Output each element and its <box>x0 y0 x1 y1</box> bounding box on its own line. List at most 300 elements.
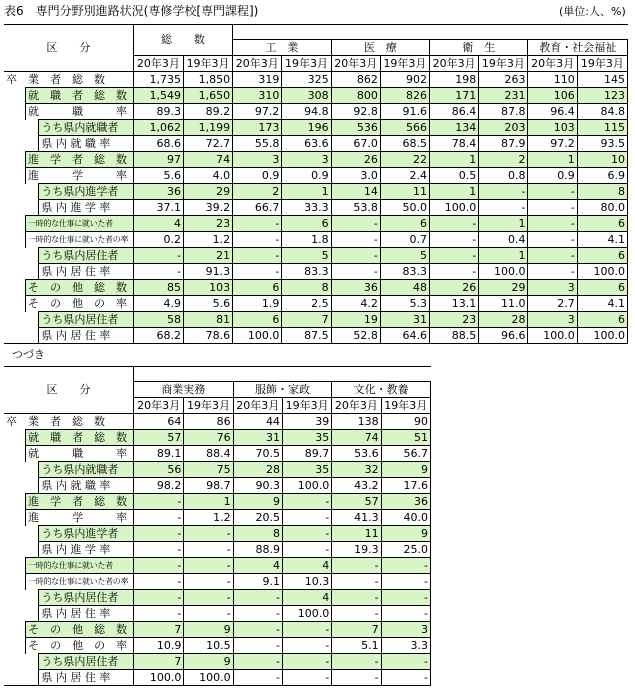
year-header-19: 19年3月 <box>380 56 429 72</box>
table-cell: 88.9 <box>233 542 282 558</box>
row-label: うち県内居住者 <box>39 590 134 606</box>
table-cell: 6 <box>233 280 282 296</box>
row-label: 県 内 居 住 率 <box>39 606 134 622</box>
indent-cell <box>4 670 26 686</box>
table-cell: 1 <box>430 152 479 168</box>
row-label: 進 学 者 総 数 <box>26 152 134 168</box>
career-table-part1 <box>4 24 628 344</box>
table-cell: 5.6 <box>133 168 183 184</box>
table-cell: 145 <box>577 72 627 88</box>
table-cell: 92.8 <box>331 104 380 120</box>
table-cell: 100.0 <box>577 328 627 344</box>
table-cell: 3.3 <box>381 638 430 654</box>
table-cell: - <box>282 638 331 654</box>
table-cell: - <box>430 248 479 264</box>
table-cell: 198 <box>430 72 479 88</box>
year-header-20: 20年3月 <box>332 398 381 414</box>
table-cell: 36 <box>133 184 183 200</box>
table-cell: 1 <box>430 184 479 200</box>
table-cell: 6 <box>380 216 429 232</box>
table-row <box>4 248 628 264</box>
table-cell: 7 <box>133 654 183 670</box>
table-cell: 100.0 <box>577 264 627 280</box>
table-row <box>4 88 628 104</box>
table-cell: - <box>331 264 380 280</box>
table-cell: 58 <box>133 312 183 328</box>
table-cell: 57 <box>133 430 183 446</box>
table-cell: 88.5 <box>430 328 479 344</box>
table-cell: 68.2 <box>133 328 183 344</box>
table-row <box>4 312 628 328</box>
table-cell: - <box>233 606 282 622</box>
table-cell: - <box>528 248 577 264</box>
table-cell: 75 <box>184 462 233 478</box>
row-label: 卒 業 者 総 数 <box>4 72 133 88</box>
table-cell: 41.3 <box>332 510 381 526</box>
table-cell: 97 <box>133 152 183 168</box>
table-cell: 31 <box>380 312 429 328</box>
table-cell: - <box>381 574 430 590</box>
indent-cell <box>4 152 26 168</box>
table-cell: - <box>430 264 479 280</box>
year-header-20: 20年3月 <box>133 398 183 414</box>
table-cell: 33.3 <box>282 200 331 216</box>
table-row <box>4 296 628 312</box>
table-cell: 11.0 <box>479 296 528 312</box>
table-cell: - <box>282 654 331 670</box>
year-header-19: 19年3月 <box>183 56 232 72</box>
table-cell: 6 <box>282 216 331 232</box>
row-label: 進 学 率 <box>26 510 134 526</box>
table-cell: 4 <box>133 216 183 232</box>
indent-cell <box>26 670 39 686</box>
indent-cell <box>26 590 39 606</box>
table-cell: 29 <box>183 184 232 200</box>
table-cell: - <box>233 232 282 248</box>
table-cell: 171 <box>430 88 479 104</box>
table-row <box>4 264 628 280</box>
table-cell: 19 <box>331 312 380 328</box>
table-cell: 9 <box>184 622 233 638</box>
row-label: 就 職 者 総 数 <box>26 430 134 446</box>
indent-cell <box>26 184 39 200</box>
table-cell: 902 <box>380 72 429 88</box>
table-cell: - <box>479 200 528 216</box>
table-cell: 37.1 <box>133 200 183 216</box>
table-cell: 4.9 <box>133 296 183 312</box>
row-label: 進 学 率 <box>26 168 134 184</box>
field-header: 工 業 <box>233 40 331 56</box>
table-cell: 308 <box>282 88 331 104</box>
table-cell: 7 <box>133 622 183 638</box>
table-cell: - <box>528 216 577 232</box>
table-cell: 3 <box>282 152 331 168</box>
table-row <box>4 558 431 574</box>
table-cell: 14 <box>331 184 380 200</box>
row-label: 卒 業 者 総 数 <box>4 414 133 430</box>
continued-label: つづき <box>12 348 45 361</box>
table-row <box>4 136 628 152</box>
table-cell: - <box>133 606 183 622</box>
row-label: うち県内進学者 <box>39 526 134 542</box>
table-cell: 2.7 <box>528 296 577 312</box>
row-label: そ の 他 の 率 <box>26 296 134 312</box>
table-cell: 123 <box>577 88 627 104</box>
indent-cell <box>4 280 26 296</box>
table-cell: 1.2 <box>183 232 232 248</box>
header-kubun-2: 区 分 <box>4 367 133 414</box>
indent-cell <box>4 622 26 638</box>
table-cell: 80.0 <box>577 200 627 216</box>
table-cell: 800 <box>331 88 380 104</box>
table-cell: 85 <box>133 280 183 296</box>
table-cell: 319 <box>233 72 282 88</box>
table-row <box>4 430 431 446</box>
table-cell: 83.3 <box>380 264 429 280</box>
indent-cell <box>26 462 39 478</box>
table-cell: 4.2 <box>331 296 380 312</box>
table-cell: 98.7 <box>184 478 233 494</box>
table-cell: - <box>184 542 233 558</box>
table-cell: - <box>332 574 381 590</box>
table-cell: 134 <box>430 120 479 136</box>
table-cell: 81 <box>183 312 232 328</box>
year-header-19: 19年3月 <box>479 56 528 72</box>
table-cell: 28 <box>233 462 282 478</box>
table-row <box>4 414 431 430</box>
table-row <box>4 478 431 494</box>
table-cell: 100.0 <box>233 328 282 344</box>
indent-cell <box>4 446 26 462</box>
table-cell: 6 <box>577 248 627 264</box>
table-cell: 91.3 <box>183 264 232 280</box>
table-cell: 89.2 <box>183 104 232 120</box>
table-cell: 1,850 <box>183 72 232 88</box>
table-row <box>4 216 628 232</box>
table-cell: - <box>331 216 380 232</box>
table-cell: 106 <box>528 88 577 104</box>
row-label: 一時的な仕事に就いた者 <box>26 558 134 574</box>
table-cell: 2 <box>479 152 528 168</box>
table-cell: - <box>331 232 380 248</box>
field-header: 文化・教養 <box>332 382 431 398</box>
table-cell: 39 <box>282 414 331 430</box>
table-cell: - <box>233 590 282 606</box>
table-cell: 8 <box>577 184 627 200</box>
indent-cell <box>26 136 39 152</box>
indent-cell <box>4 558 26 574</box>
table-cell: 8 <box>233 526 282 542</box>
table-cell: 89.7 <box>282 446 331 462</box>
row-label: 一時的な仕事に就いた者の率 <box>26 574 134 590</box>
table-cell: 9 <box>184 654 233 670</box>
table-cell: 4.1 <box>577 296 627 312</box>
table-cell: 3 <box>528 280 577 296</box>
table-cell: 93.5 <box>577 136 627 152</box>
table-cell: - <box>430 232 479 248</box>
table-row <box>4 542 431 558</box>
year-header-19: 19年3月 <box>282 56 331 72</box>
row-label: 就 職 率 <box>26 104 134 120</box>
table-cell: 536 <box>331 120 380 136</box>
table-cell: 9 <box>233 494 282 510</box>
year-header-20: 20年3月 <box>233 56 282 72</box>
table-cell: 7 <box>332 622 381 638</box>
indent-cell <box>4 430 26 446</box>
table-cell: 86 <box>184 414 233 430</box>
indent-cell <box>4 328 26 344</box>
year-header-20: 20年3月 <box>331 56 380 72</box>
table-row <box>4 462 431 478</box>
table-cell: 138 <box>332 414 381 430</box>
table-cell: - <box>184 526 233 542</box>
table-cell: 23 <box>183 216 232 232</box>
table-row <box>4 152 628 168</box>
table-cell: 87.5 <box>282 328 331 344</box>
table-cell: 31 <box>233 430 282 446</box>
table-cell: - <box>381 590 430 606</box>
table-cell: 83.3 <box>282 264 331 280</box>
row-label: 県 内 進 学 率 <box>39 542 134 558</box>
row-label: うち県内就職者 <box>39 462 134 478</box>
indent-cell <box>4 494 26 510</box>
table-cell: 74 <box>183 152 232 168</box>
table-cell: 78.4 <box>430 136 479 152</box>
table-cell: 96.4 <box>528 104 577 120</box>
table-cell: - <box>233 248 282 264</box>
table-cell: 4 <box>282 590 331 606</box>
table-cell: - <box>282 494 331 510</box>
indent-cell <box>4 136 26 152</box>
indent-cell <box>26 264 39 280</box>
table-cell: 36 <box>331 280 380 296</box>
table-cell: 35 <box>282 462 331 478</box>
table-row <box>4 574 431 590</box>
table-cell: - <box>282 510 331 526</box>
table-cell: 0.2 <box>133 232 183 248</box>
table-cell: - <box>233 654 282 670</box>
table-cell: 5.6 <box>183 296 232 312</box>
table-row <box>4 328 628 344</box>
indent-cell <box>26 120 39 136</box>
table-cell: 50.0 <box>380 200 429 216</box>
row-label: 一時的な仕事に就いた者 <box>26 216 134 232</box>
table-cell: 103 <box>183 280 232 296</box>
table-cell: 1 <box>479 248 528 264</box>
table-row <box>4 168 628 184</box>
table-cell: 0.9 <box>528 168 577 184</box>
table-row <box>4 526 431 542</box>
table-cell: 17.6 <box>381 478 430 494</box>
indent-cell <box>4 88 26 104</box>
indent-cell <box>26 248 39 264</box>
table-cell: - <box>133 542 183 558</box>
field-header: 服飾・家政 <box>233 382 332 398</box>
table-cell: 100.0 <box>282 478 331 494</box>
table-cell: 74 <box>332 430 381 446</box>
table-row <box>4 510 431 526</box>
table-cell: - <box>133 526 183 542</box>
table-cell: 87.9 <box>479 136 528 152</box>
year-header-20: 20年3月 <box>133 56 183 72</box>
table-cell: - <box>479 184 528 200</box>
indent-cell <box>26 478 39 494</box>
table-cell: 1.9 <box>233 296 282 312</box>
year-header-20: 20年3月 <box>528 56 577 72</box>
table-cell: 110 <box>528 72 577 88</box>
table-cell: 20.5 <box>233 510 282 526</box>
table-cell: - <box>282 670 331 686</box>
table-cell: 3.0 <box>331 168 380 184</box>
table-cell: 11 <box>332 526 381 542</box>
indent-cell <box>4 312 26 328</box>
table-cell: - <box>133 558 183 574</box>
table-cell: 2.5 <box>282 296 331 312</box>
row-label: 就 職 率 <box>26 446 134 462</box>
table-cell: - <box>133 590 183 606</box>
table-cell: 55.8 <box>233 136 282 152</box>
table-cell: - <box>332 606 381 622</box>
table-cell: 98.2 <box>133 478 183 494</box>
table-cell: 63.6 <box>282 136 331 152</box>
year-header-20: 20年3月 <box>430 56 479 72</box>
table-row <box>4 120 628 136</box>
table-cell: 100.0 <box>430 200 479 216</box>
row-label: 県 内 就 職 率 <box>39 136 133 152</box>
table-cell: 103 <box>528 120 577 136</box>
table-cell: - <box>133 574 183 590</box>
table-row <box>4 638 431 654</box>
table-cell: - <box>332 670 381 686</box>
table-cell: - <box>331 248 380 264</box>
field-header: 医 療 <box>331 40 429 56</box>
table-cell: 68.5 <box>380 136 429 152</box>
table-cell: 91.6 <box>380 104 429 120</box>
indent-cell <box>4 510 26 526</box>
table-cell: 0.9 <box>282 168 331 184</box>
table-cell: 4.0 <box>183 168 232 184</box>
indent-cell <box>26 542 39 558</box>
indent-cell <box>4 526 26 542</box>
indent-cell <box>4 232 26 248</box>
table-cell: 26 <box>430 280 479 296</box>
table-cell: 13.1 <box>430 296 479 312</box>
table-cell: 10.3 <box>282 574 331 590</box>
header-total: 総 数 <box>133 25 232 56</box>
table-cell: 100.0 <box>282 606 331 622</box>
indent-cell <box>4 590 26 606</box>
table-cell: - <box>233 216 282 232</box>
table-cell: 48 <box>380 280 429 296</box>
indent-cell <box>4 200 26 216</box>
table-cell: 6.9 <box>577 168 627 184</box>
table-cell: 39.2 <box>183 200 232 216</box>
row-label: うち県内居住者 <box>39 248 133 264</box>
table-cell: 1,549 <box>133 88 183 104</box>
table-cell: 7 <box>282 312 331 328</box>
row-label: うち県内居住者 <box>39 312 133 328</box>
table-cell: 0.5 <box>430 168 479 184</box>
table-cell: 231 <box>479 88 528 104</box>
table-cell: - <box>133 494 183 510</box>
table-cell: - <box>233 264 282 280</box>
table-cell: 72.7 <box>183 136 232 152</box>
table-row <box>4 670 431 686</box>
indent-cell <box>4 462 26 478</box>
table-cell: - <box>282 542 331 558</box>
indent-cell <box>4 120 26 136</box>
table-row <box>4 232 628 248</box>
row-label: そ の 他 総 数 <box>26 280 134 296</box>
table-cell: - <box>528 200 577 216</box>
table-cell: 89.3 <box>133 104 183 120</box>
table-cell: 5.1 <box>332 638 381 654</box>
table-cell: 94.8 <box>282 104 331 120</box>
table-cell: 32 <box>332 462 381 478</box>
table-cell: 100.0 <box>133 670 183 686</box>
table-cell: 0.8 <box>479 168 528 184</box>
table-cell: 87.8 <box>479 104 528 120</box>
table-cell: 3 <box>528 312 577 328</box>
indent-cell <box>4 184 26 200</box>
table-cell: 6 <box>577 280 627 296</box>
table-cell: 57 <box>332 494 381 510</box>
indent-cell <box>4 542 26 558</box>
table-row <box>4 104 628 120</box>
table-cell: 11 <box>380 184 429 200</box>
table-cell: - <box>430 216 479 232</box>
table-cell: 70.5 <box>233 446 282 462</box>
table-cell: 56.7 <box>381 446 430 462</box>
indent-cell <box>26 606 39 622</box>
indent-cell <box>26 526 39 542</box>
indent-cell <box>4 296 26 312</box>
table-cell: 9 <box>381 526 430 542</box>
table-cell: 64 <box>133 414 183 430</box>
table-cell: 8 <box>282 280 331 296</box>
table-cell: 10 <box>577 152 627 168</box>
row-label: 県 内 居 住 率 <box>39 670 134 686</box>
table-row <box>4 72 628 88</box>
indent-cell <box>4 104 26 120</box>
table-cell: 43.2 <box>332 478 381 494</box>
indent-cell <box>26 328 39 344</box>
table-cell: 4.1 <box>577 232 627 248</box>
table-cell: 263 <box>479 72 528 88</box>
table-cell: - <box>332 558 381 574</box>
indent-cell <box>26 654 39 670</box>
indent-cell <box>4 654 26 670</box>
table-cell: 0.7 <box>380 232 429 248</box>
table-cell: 3 <box>233 152 282 168</box>
table-cell: 2 <box>233 184 282 200</box>
indent-cell <box>4 264 26 280</box>
table-cell: - <box>381 670 430 686</box>
table-cell: 173 <box>233 120 282 136</box>
table-cell: 10.5 <box>184 638 233 654</box>
table-cell: 1,735 <box>133 72 183 88</box>
table-cell: 86.4 <box>430 104 479 120</box>
year-header-19: 19年3月 <box>184 398 233 414</box>
table-cell: - <box>381 606 430 622</box>
table-cell: 66.7 <box>233 200 282 216</box>
table-cell: 1.2 <box>184 510 233 526</box>
table-cell: 100.0 <box>479 264 528 280</box>
table-cell: 56 <box>133 462 183 478</box>
table-cell: 3 <box>381 622 430 638</box>
table-cell: 76 <box>184 430 233 446</box>
table-cell: - <box>184 606 233 622</box>
